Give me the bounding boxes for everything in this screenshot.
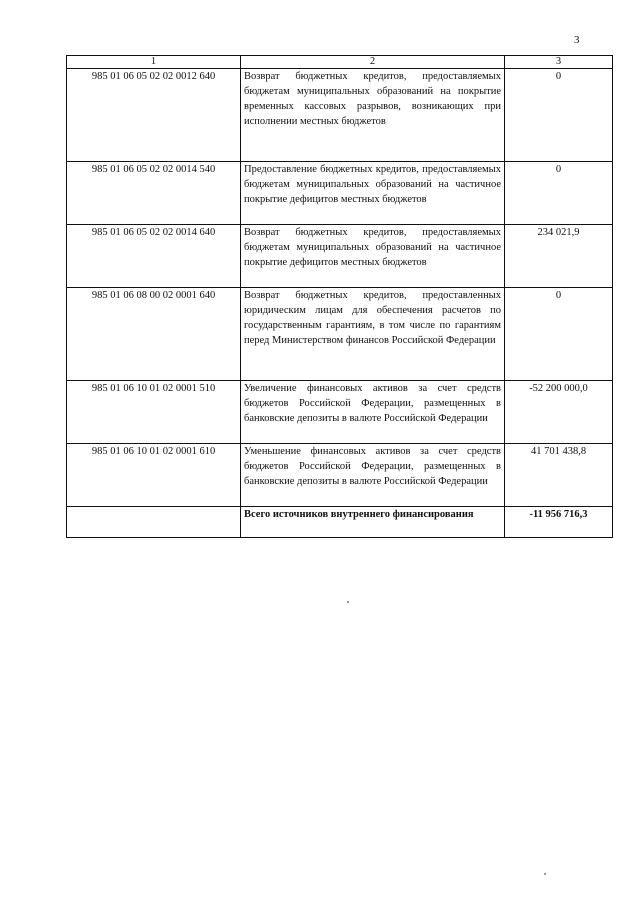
- header-col-1: 1: [67, 56, 241, 69]
- description-cell: Уменьшение финансовых активов за счет средств бюджетов Российской Федерации, размещенных в банковские депозиты в валюте Российской Федерации: [241, 444, 505, 507]
- table-row: [67, 288, 613, 381]
- page-number: 3: [574, 34, 580, 46]
- scan-speck: [544, 873, 546, 875]
- description-cell: Возврат бюджетных кредитов, предоставленных юридическим лицам для обеспечения расчетов по государственным гарантиям, в том числе по гарантиям перед Министерством финансов Российской Федерации: [241, 288, 505, 381]
- table-row: [67, 225, 613, 288]
- amount-cell: 0: [505, 288, 613, 381]
- budget-sources-table: [66, 55, 613, 538]
- scan-speck: [347, 601, 349, 603]
- table-header-row: [67, 56, 613, 69]
- total-code-cell: [67, 507, 241, 538]
- table-row: [67, 381, 613, 444]
- amount-cell: 0: [505, 69, 613, 162]
- header-col-3: 3: [505, 56, 613, 69]
- amount-cell: 41 701 438,8: [505, 444, 613, 507]
- total-label-cell: Всего источников внутреннего финансирования: [241, 507, 505, 538]
- total-row: [67, 507, 613, 538]
- budget-code-cell: 985 01 06 10 01 02 0001 610: [67, 444, 241, 507]
- amount-cell: 0: [505, 162, 613, 225]
- header-col-2: 2: [241, 56, 505, 69]
- description-cell: Увеличение финансовых активов за счет средств бюджетов Российской Федерации, размещенных в банковские депозиты в валюте Российской Федерации: [241, 381, 505, 444]
- total-amount-cell: -11 956 716,3: [505, 507, 613, 538]
- amount-cell: -52 200 000,0: [505, 381, 613, 444]
- budget-code-cell: 985 01 06 05 02 02 0014 640: [67, 225, 241, 288]
- table-row: [67, 444, 613, 507]
- description-cell: Предоставление бюджетных кредитов, предоставляемых бюджетам муниципальных образований на частичное покрытие дефицитов местных бюджетов: [241, 162, 505, 225]
- budget-code-cell: 985 01 06 10 01 02 0001 510: [67, 381, 241, 444]
- table-row: [67, 162, 613, 225]
- amount-cell: 234 021,9: [505, 225, 613, 288]
- budget-code-cell: 985 01 06 08 00 02 0001 640: [67, 288, 241, 381]
- budget-code-cell: 985 01 06 05 02 02 0014 540: [67, 162, 241, 225]
- description-cell: Возврат бюджетных кредитов, предоставляемых бюджетам муниципальных образований на частичное покрытие дефицитов местных бюджетов: [241, 225, 505, 288]
- budget-code-cell: 985 01 06 05 02 02 0012 640: [67, 69, 241, 162]
- description-cell: Возврат бюджетных кредитов, предоставляемых бюджетам муниципальных образований на покрытие временных кассовых разрывов, возникающих при исполнении местных бюджетов: [241, 69, 505, 162]
- table-row: [67, 69, 613, 162]
